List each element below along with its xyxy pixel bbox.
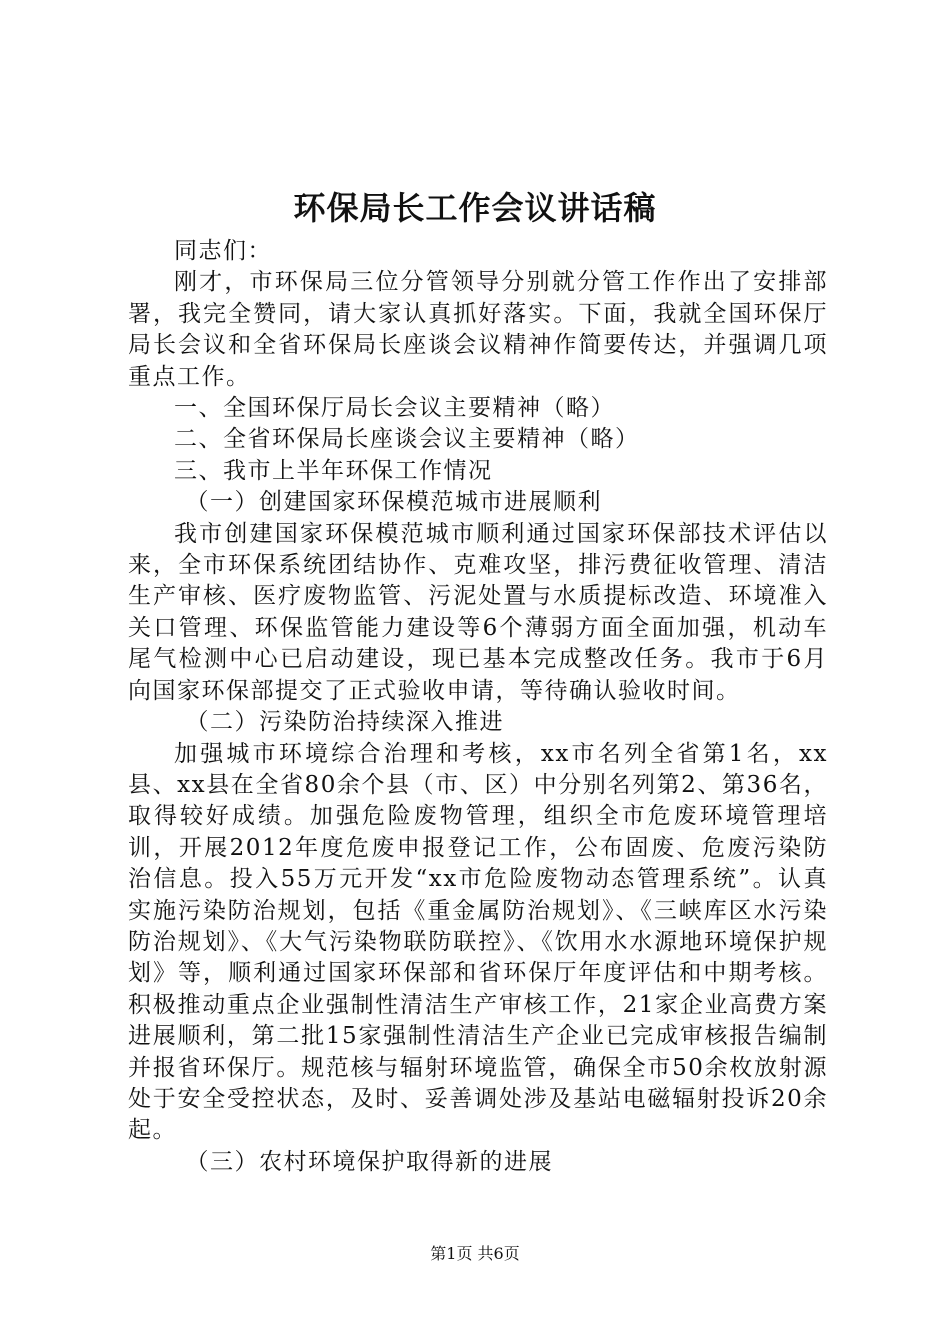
subsection-heading-2: （二）污染防治持续深入推进	[185, 709, 504, 736]
paragraph-intro: 刚才，市环保局三位分管领导分别就分管工作作出了安排部署，我完全赞同，请大家认真抓好落实。下面，我就全国环保厅局长会议和全省环保局长座谈会议精神作简要传达，并强调几项重点工作。	[128, 269, 828, 390]
subsection-heading-3: （三）农村环境保护取得新的进展	[185, 1148, 553, 1175]
section-heading-3: 三、我市上半年环保工作情况	[174, 457, 493, 484]
document-title: 环保局长工作会议讲话稿	[293, 189, 657, 227]
page-number-footer: 第1页 共6页	[430, 1244, 520, 1263]
paragraph-model-city: 我市创建国家环保模范城市顺利通过国家环保部技术评估以来，全市环保系统团结协作、克难攻坚，排污费征收管理、清洁生产审核、医疗废物监管、污泥处置与水质提标改造、环境准入关口管理、环保监管能力建设等6个薄弱方面全面加强，机动车尾气检测中心已启动建设，现已基本完成整改任务。我市于6月向国家环保部提交了正式验收申请，等待确认验收时间。	[128, 520, 828, 704]
paragraph-salutation: 同志们：	[174, 238, 272, 264]
document-body	[128, 236, 828, 1178]
section-heading-1: 一、全国环保厅局长会议主要精神（略）	[174, 395, 615, 422]
paragraph-pollution-control: 加强城市环境综合治理和考核，xx市名列全省第1名，xx县、xx县在全省80余个县（市、区）中分别名列第2、第36名，取得较好成绩。加强危险废物管理，组织全市危废环境管理培训，开展2012年度危废申报登记工作，公布固废、危废污染防治信息。投入55万元开发“xx市危险废物动态管理系统”。认真实施污染防治规划，包括《重金属防治规划》、《三峡库区水污染防治规划》、《大气污染物联防联控》、《饮用水水源地环境保护规划》等，顺利通过国家环保部和省环保厅年度评估和中期考核。积极推动重点企业强制性清洁生产审核工作，21家企业高费方案进展顺利，第二批15家强制性清洁生产企业已完成审核报告编制并报省环保厅。规范核与辐射环境监管，确保全市50余枚放射源处于安全受控状态，及时、妥善调处涉及基站电磁辐射投诉20余起。	[128, 740, 828, 1144]
section-heading-2: 二、全省环保局长座谈会议主要精神（略）	[174, 426, 640, 453]
subsection-heading-1: （一）创建国家环保模范城市进展顺利	[185, 489, 602, 516]
